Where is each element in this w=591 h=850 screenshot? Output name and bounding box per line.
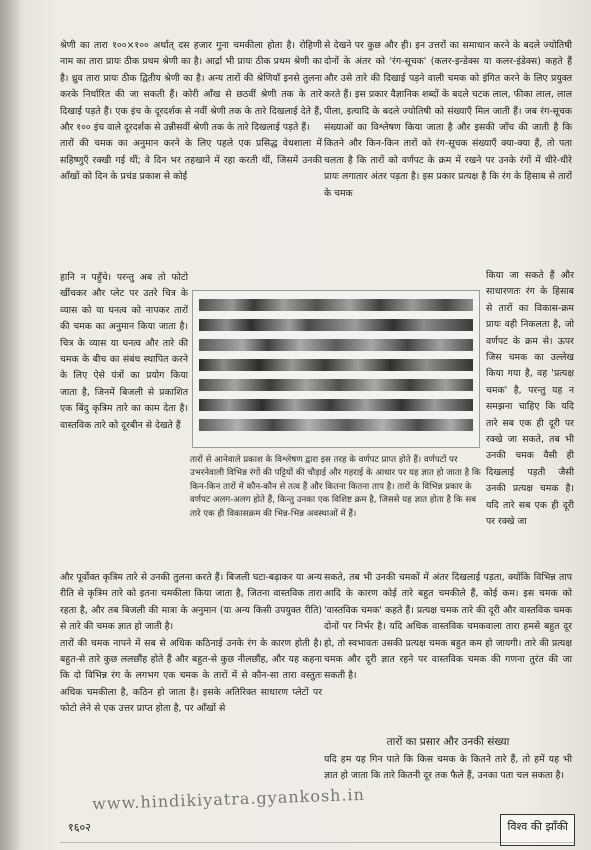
text-column-bottom-left [60, 570, 322, 718]
paragraph: सकते, तब भी उनकी चमकों में अंतर दिखलाई पड़ता, क्योंकि विभिन्न ताप आदि के कारण कोई तारे बहुत चमकीले हैं, कोई कम। इस चमक को 'वास्तविक चमक' कहते हैं। प्रत्यक्ष चमक तारे की दूरी और वास्तविक चमक दोनों पर निर्भर है। यदि अधिक वास्तविक चमकवाला तारा हमसे बहुत दूर हो, तो स्वभावतः उसकी प्रत्यक्ष चमक बहुत कम हो जायगी। तारे की प्रत्यक्ष चमक और दूरी ज्ञात रहने पर वास्तविक चमक की गणना तुरंत की जा सकती है। [324, 572, 572, 682]
spectrum-band [199, 399, 473, 411]
text-column-bottom-right [324, 570, 572, 685]
spectrum-band [199, 319, 473, 331]
watermark-text: www.hindikiyatra.gyankosh.in [91, 784, 366, 814]
figure-caption: तारों से आनेवाले प्रकाश के विश्लेषण द्वारा इस तरह के वर्णपट प्राप्त होते हैं। वर्णपटों पर उभरनेवाली विभिन्न रंगों की पट्टियों की चौड़ाई और गहराई के आधार पर यह ज्ञात हो जाता है कि किन-किन तारों में कौन-कौन से तत्व हैं और कितना कितना ताप है। तारों के विभिन्न प्रकार के वर्णपट अलग-अलग होते हैं, किन्तु उनका एक विशिष्ट क्रम है, जिससे यह ज्ञात होता है कि सब तारे एक ही विकासक्रम की भिन्न-भिन्न अवस्थाओं में हैं। [190, 455, 481, 519]
text-column-top-right [324, 38, 572, 202]
paragraph: तारों की चमक नापने में सब से अधिक कठिनाई उनके रंग के कारण होती है। बहुत-से तारे कुछ ललछौंह होते हैं और बहुत-से कुछ नीलछौंह, और यह कहना कि दो विभिन्न रंग के लगभग एक चमक के तारों में से कौन-सा तारा वस्तुतः अधिक चमकीला है, कठिन हो जाता है। इसके अतिरिक्त साधारण प्लेटों पर फोटो लेने से एक उत्तर प्राप्त होता है, पर आँखों से [60, 637, 322, 715]
spectrum-band [199, 379, 473, 391]
page-number: १६०२ [68, 821, 91, 834]
spectrum-band [199, 339, 473, 351]
paragraph: यदि हम यह गिन पाते कि किस चमक के कितने तारे हैं, तो हमें यह भी ज्ञात हो जाता कि तारे कितनी दूर तक फैले हैं, उनका पता चल सकता है। [324, 754, 572, 782]
paragraph: हानि न पहुँचे। परन्तु अब तो फोटो खींचकर और प्लेट पर उतरे चित्र के व्यास को या घनत्व को नापकर तारों की चमक का अनुमान किया जाता है। चित्र के व्यास या घनत्व और तारे की चमक के बीच का संबंध स्थापित करने के लिए ऐसे यंत्रों का प्रयोग किया जाता है, जिनमें बिजली से प्रकाशित एक बिंदु कृत्रिम तारे का काम देता है। वास्तविक तारे को दूरबीन से देखते हैं [60, 272, 188, 431]
spectrum-band [199, 419, 473, 431]
paragraph: किया जा सकते हैं और साधारणतः रंग के हिसाब से तारों का विकास-क्रम प्रायः वही निकलता है, जो वर्णपट के क्रम से। ऊपर जिस चमक का उल्लेख किया गया है, वह 'प्रत्यक्ष चमक' है, परन्तु यह न समझना चाहिए कि यदि तारे सब एक ही दूरी पर रक्खे जा सकते, तब भी उनकी चमक वैसी ही दिखलाई पड़ती जैसी उनकी प्रत्यक्ष चमक है। यदि तारे सब एक ही दूरी पर रक्खे जा [486, 270, 574, 528]
section-heading: तारों का प्रसार और उनकी संख्या [386, 736, 510, 748]
spectrum-band [199, 299, 473, 311]
footer-rule [60, 842, 575, 843]
paragraph: तारों की चमक का अनुमान करने के लिए पहले एक प्रसिद्ध वेधशाला में सहिष्णुएँ रक्खी गई थीं; वे दिन भर तहखाने में रहा करती थीं, जिसमें उनकी आँखों को दिन के प्रचंड प्रकाश से कोई [60, 138, 322, 183]
spectrum-band [199, 359, 473, 371]
paragraph: और पूर्वोक्त कृत्रिम तारे से उनकी तुलना करते हैं। बिजली घटा-बढ़ाकर या अन्य रीति से कृत्रिम तारे को इतना चमकीला किया जाता है, जितना वास्तविक तारा रहता है, और तब बिजली की मात्रा के अनुमान (या अन्य किसी उपयुक्त रीति) से तारे की चमक ज्ञात हो जाती है। [60, 572, 322, 633]
text-column-last [324, 752, 572, 785]
text-column-mid-right [486, 268, 574, 531]
text-column-top-left [60, 38, 322, 186]
spectra-photo [192, 290, 480, 448]
book-binding-shadow [0, 0, 22, 850]
paragraph: श्रेणी का तारा १००×१०० अर्थात् दस हजार गुना चमकीला होता है। रोहिणी नाम का तारा प्रायः ठीक प्रथम श्रेणी का है। आर्द्रा भी प्रायः ठीक प्रथम श्रेणी का है। ध्रुव तारा प्रायः ठीक द्वितीय श्रेणी का है। अन्य तारों की श्रेणियाँ इनसे तुलना करके निर्धारित की जा सकती हैं। कोरी आँख से छठवीं श्रेणी तक के तारे दिखाई पड़ते हैं। एक इंच के दूरदर्शक से नवीं श्रेणी तक के तारे दिखलाई देते हैं, और १०० इंच वाले दूरदर्शक से उन्नीसवीं श्रेणी तक के तारे दिखलाई पड़ते हैं। [60, 40, 322, 134]
text-column-mid-left [60, 270, 188, 434]
paragraph: से देखने पर कुछ और ही। इन उत्तरों का समाधान करने के बदले ज्योतिषी दोनों के अंतर को 'रंग-सूचक' (कलर-इन्डेक्स या कलर-इंडेक्स) कहते हैं और उसे तारे की दिखाई पड़ने वाली चमक को इंगित करने के लिए प्रयुक्त करते हैं। इस प्रकार वैज्ञानिक शब्दों के बदले चटक लाल, फीका लाल, लाल पीला, इत्यादि के बदले ज्योतिषी को संख्याएँ मिल जाती हैं। जब रंग-सूचक संख्याओं का विश्लेषण किया जाता है और इसकी जाँच की जाती है कि कितने और किन-किन तारों को रंग-सूचक संख्याएँ क्या-क्या हैं, तो पता चलता है कि तारों को वर्णपट के क्रम में रखने पर उनके रंगों में धीरे-धीरे प्रायः लगातार अंतर पड़ता है। इस प्रकार प्रत्यक्ष है कि रंग के हिसाब से तारों के चमक [324, 40, 572, 199]
series-title-box: विश्व की झाँकी [500, 814, 575, 846]
